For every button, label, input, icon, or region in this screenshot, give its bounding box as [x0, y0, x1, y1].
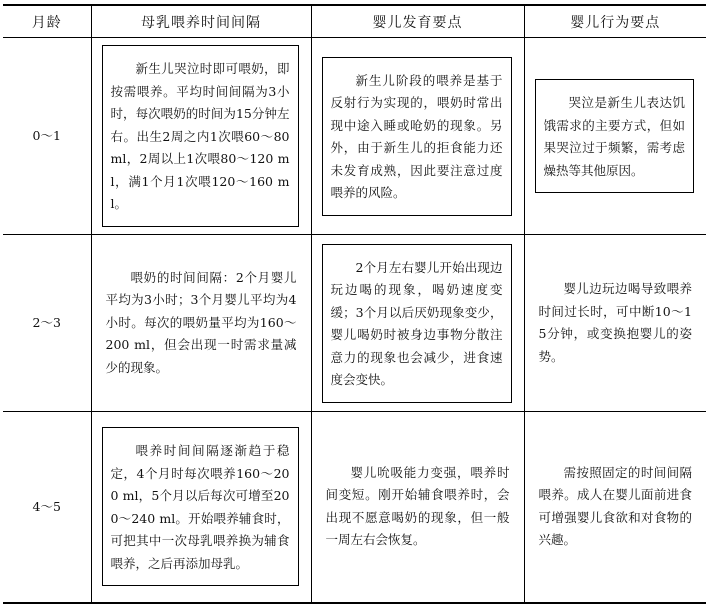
development-text: 婴儿吮吸能力变强，喂养时间变短。刚开始辅食喂养时，会出现不愿意喝奶的现象，但一般一周左右会恢复。	[325, 464, 510, 548]
age-cell: 0～1	[3, 38, 91, 235]
behavior-text: 需按照固定的时间间隔喂养。成人在婴儿面前进食可增强婴儿食欲和对食物的兴趣。	[538, 464, 692, 548]
behavior-cell	[524, 38, 706, 235]
table-row	[3, 235, 706, 412]
age-cell: 4～5	[3, 412, 91, 603]
development-cell	[311, 38, 524, 235]
interval-cell	[91, 38, 311, 235]
feeding-schedule-table	[3, 4, 706, 604]
development-text: 2个月左右婴儿开始出现边玩边喝的现象，喝奶速度变缓；3个月以后厌奶现象变少，婴儿喝奶时被身边事物分散注意力的现象也会减少，进食速度会变快。	[322, 244, 512, 403]
behavior-cell	[524, 235, 706, 412]
header-age: 月龄	[3, 5, 91, 38]
behavior-text: 婴儿边玩边喝导致喂养时间过长时，可中断10～15分钟，或变换抱婴儿的姿势。	[538, 281, 692, 364]
table-header-row	[3, 5, 706, 38]
header-interval: 母乳喂养时间间隔	[91, 5, 311, 38]
interval-text: 新生儿哭泣时即可喂奶，即按需喂养。平均时间间隔为3小时，每次喂奶的时间为15分钟左右。出生2周之内1次喂60～80 ml，2周以上1次喂80～120 ml，满1个月1次喂120～160 ml。	[102, 45, 299, 227]
development-cell	[311, 235, 524, 412]
behavior-cell	[524, 412, 706, 603]
header-behavior: 婴儿行为要点	[524, 5, 706, 38]
age-cell: 2～3	[3, 235, 91, 412]
development-text: 新生儿阶段的喂养是基于反射行为实现的，喂奶时常出现中途入睡或呛奶的现象。另外，由于新生儿的拒食能力还未发育成熟，因此要注意过度喂养的风险。	[322, 57, 512, 216]
interval-text: 喂养时间间隔逐渐趋于稳定，4个月时每次喂养160～200 ml，5个月以后每次可增至200～240 ml。开始喂养辅食时，可把其中一次母乳喂养换为辅食喂养，之后再添加母乳。	[102, 427, 299, 586]
table-row	[3, 412, 706, 603]
header-development: 婴儿发育要点	[311, 5, 524, 38]
behavior-text: 哭泣是新生儿表达饥饿需求的主要方式，但如果哭泣过于频繁，需考虑燥热等其他原因。	[535, 79, 695, 193]
interval-text: 喂奶的时间间隔：2个月婴儿平均为3小时；3个月婴儿平均为4小时。每次的喂奶量平均为160～200 ml，但会出现一时需求量减少的现象。	[105, 269, 297, 375]
interval-cell	[91, 235, 311, 412]
development-cell	[311, 412, 524, 603]
interval-cell	[91, 412, 311, 603]
table-row	[3, 38, 706, 235]
